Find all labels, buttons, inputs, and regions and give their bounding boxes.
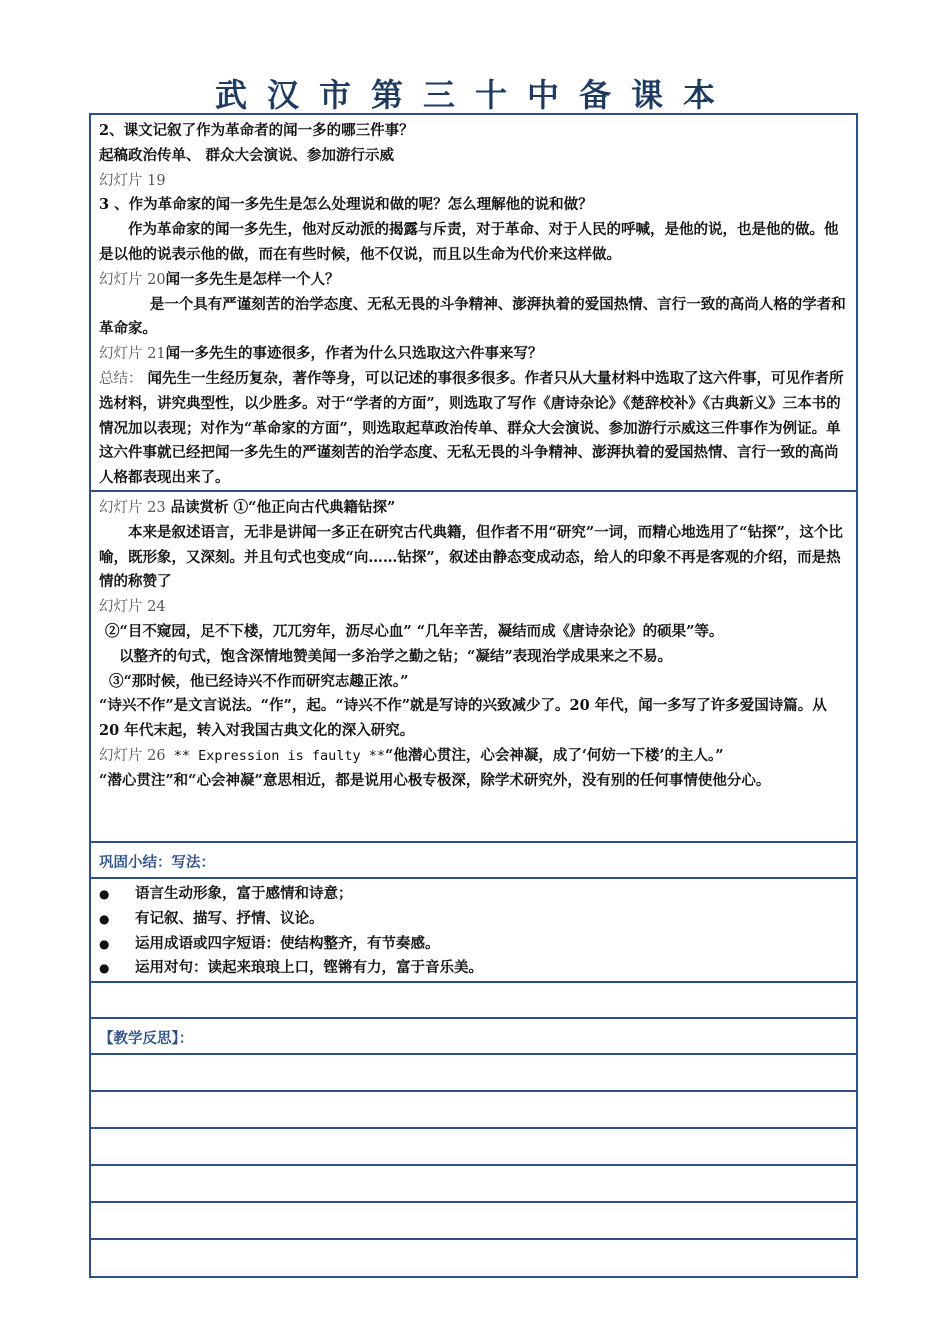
slide-label-24: 幻灯片 24: [99, 599, 166, 616]
reflection-line: [91, 1166, 856, 1203]
bullet-item: ● 语言生动形象，富于感情和诗意；: [99, 882, 848, 907]
slide-21-line: [99, 342, 848, 367]
bullet-dot-icon: [99, 907, 135, 932]
summary-paragraph: [99, 367, 848, 491]
summary-text: 闻先生一生经历复杂，著作等身，可以记述的事很多很多。作者只从大量材料中选取了这六件事，可见作者所选材料，讲究典型性，以少胜多。对于“学者的方面”，则选取了写作《唐诗杂论》《楚辞校补》《古典新义》三本书的情况加以表现；对作为“革命家的方面”，则选取起草政治传单、群众大会演说、参加游行示威这三件事作为例证。单这六件事就已经把闻一多先生的严谨刻苦的治学态度、无私无畏的斗争精神、澎湃执着的爱国热情、言行一致的高尚人格都表现出来了。: [99, 369, 844, 487]
appreciation-2: 以整齐的句式，饱含深情地赞美闻一多治学之勤之钻；“凝结”表现治学成果来之不易。: [119, 647, 673, 665]
expression-error: ** Expression is faulty **: [165, 747, 386, 764]
reflection-line: [91, 1129, 856, 1166]
slide-26-line: [99, 744, 848, 769]
slide-23-heading: 品读赏析 ①“他正向古代典籍钻探”: [165, 499, 396, 516]
answer-20: 是一个具有严谨刻苦的治学态度、无私无畏的斗争精神、澎湃执着的爱国热情、言行一致的高尚人格的学者和革命家。: [99, 295, 846, 338]
slide-label-21: 幻灯片 21: [99, 346, 166, 363]
quote-3: ③“那时候，他已经诗兴不作而研究志趣正浓。”: [109, 672, 409, 690]
section-appreciation: [91, 492, 856, 843]
appreciation-3: “诗兴不作”是文言说法。“作”，起。“诗兴不作”就是写诗的兴致减少了。20 年代，闻一多写了许多爱国诗篇。从 20 年代末起，转入对我国古典文化的深入研究。: [99, 697, 827, 740]
slide-label-19: 幻灯片 19: [99, 172, 166, 189]
section-reflection-header: [91, 1019, 856, 1055]
bullet-item: ● 运用对句：读起来琅琅上口，铿锵有力，富于音乐美。: [99, 956, 848, 981]
section-consolidate-header: [91, 843, 856, 879]
slide-label-26: 幻灯片 26: [99, 747, 166, 764]
quote-2: ②“目不窥园，足不下楼，兀兀穷年，沥尽心血” “几年辛苦，凝结而成《唐诗杂论》的硕果”等。: [105, 622, 724, 640]
bullet-item: ● 运用成语或四字短语：使结构整齐，有节奏感。: [99, 932, 848, 957]
reflection-line: [91, 1055, 856, 1092]
section-writing-methods: [91, 879, 856, 983]
slide-26-quote: “他潜心贯注，心会神凝，成了‘何妨一下楼’的主人。”: [385, 746, 724, 764]
bullet-item: ● 有记叙、描写、抒情、议论。: [99, 907, 848, 932]
question-2: 2、课文记叙了作为革命者的闻一多的哪三件事？: [99, 122, 414, 139]
reflection-line: [91, 1092, 856, 1129]
slide-21-question: 闻一多先生的事迹很多，作者为什么只选取这六件事来写？: [165, 345, 543, 363]
question-3: 3 、作为革命家的闻一多先生是怎么处理说和做的呢？怎么理解他的说和做？: [99, 196, 593, 214]
answer-2: 起稿政治传单、 群众大会演说、参加游行示威: [99, 146, 395, 164]
consolidate-label: 巩固小结：写法：: [99, 855, 215, 871]
reflection-line: [91, 1240, 856, 1276]
slide-label-23: 幻灯片 23: [99, 500, 166, 516]
bullet-dot-icon: [99, 882, 135, 907]
bullet-dot-icon: [99, 956, 135, 981]
bullet-dot-icon: [99, 932, 135, 957]
reflection-label: 【教学反思】：: [99, 1031, 194, 1047]
answer-3: 作为革命家的闻一多先生，他对反动派的揭露与斥责，对于革命、对于人民的呼喊，是他的说，也是他的做。他是以他的说表示他的做，而在有些时候，他不仅说，而且以生命为代价来这样做。: [99, 221, 839, 263]
reflection-line: [91, 1203, 856, 1240]
appreciation-1: 本来是叙述语言，无非是讲闻一多正在研究古代典籍，但作者不用“研究”一词，而精心地选用了“钻探”，这个比喻，既形象，又深刻。并且句式也变成“向……钻探”，叙述由静态变成动态，给人的印象不再是客观的介绍，而是热情的称赞了: [99, 523, 843, 591]
blank-row: [91, 983, 856, 1019]
lesson-plan-table: [89, 113, 858, 1278]
slide-23-line: [99, 496, 848, 521]
appreciation-4: “潜心贯注”和“心会神凝”意思相近，都是说用心极专极深，除学术研究外，没有别的任何事情使他分心。: [99, 771, 771, 789]
slide-label-20: 幻灯片 20: [99, 271, 166, 288]
slide-20-line: [99, 268, 848, 293]
summary-label: 总结：: [99, 370, 143, 387]
section-analysis: [91, 115, 856, 492]
page-title: 武汉市第三十中备课本: [214, 76, 735, 114]
slide-20-question: 闻一多先生是怎样一个人？: [165, 270, 340, 288]
